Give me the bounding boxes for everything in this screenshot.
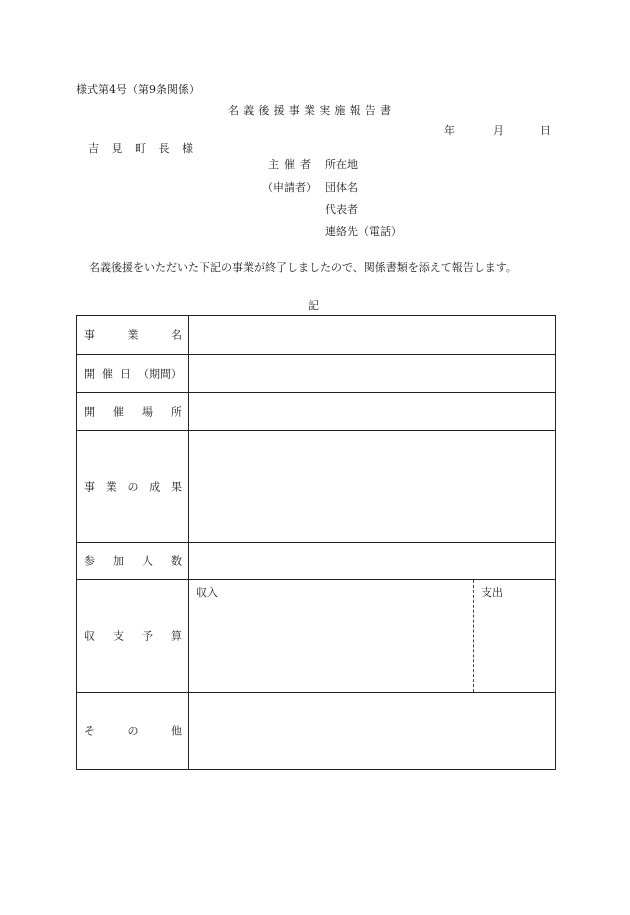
table-row — [77, 392, 555, 430]
results-field[interactable] — [189, 431, 555, 542]
field-organization: 団体名 — [325, 181, 358, 194]
date-day: 日 — [540, 124, 551, 137]
budget-divider — [473, 580, 474, 692]
page-title: 名義後援事業実施報告書 — [228, 104, 396, 117]
label-cell — [77, 580, 189, 692]
table-row — [77, 316, 555, 354]
row-label-business-name: 事 業 名 — [84, 328, 182, 342]
field-contact: 連絡先（電話） — [325, 225, 402, 238]
table-row — [77, 692, 555, 769]
table-row — [77, 579, 555, 692]
label-cell — [77, 393, 189, 430]
field-address: 所在地 — [325, 158, 358, 171]
intro-text: 名義後援をいただいた下記の事業が終了しましたので、関係書類を添えて報告します。 — [89, 261, 517, 274]
row-label-results: 事 業 の 成 果 — [84, 480, 182, 493]
label-cell — [77, 355, 189, 392]
ki-label: 記 — [308, 299, 319, 312]
label-cell — [77, 543, 189, 579]
income-label: 収入 — [196, 586, 218, 599]
label-cell — [77, 316, 189, 354]
form-number: 様式第4号（第9条関係） — [76, 83, 200, 96]
report-table — [76, 315, 556, 770]
organizer-label: 主催者 — [268, 158, 316, 171]
expense-label: 支出 — [481, 586, 503, 599]
table-row — [77, 430, 555, 542]
row-label-other: そ の 他 — [84, 724, 182, 738]
row-label-budget: 収 支 予 算 — [84, 629, 182, 643]
row-label-participants: 参 加 人 数 — [84, 554, 182, 568]
date-month: 月 — [493, 124, 504, 137]
participants-field[interactable] — [189, 543, 555, 579]
date-year: 年 — [444, 124, 455, 137]
budget-cell — [189, 580, 555, 692]
table-row — [77, 542, 555, 579]
label-cell — [77, 431, 189, 542]
label-cell — [77, 693, 189, 769]
other-field[interactable] — [189, 693, 555, 769]
row-label-venue: 開 催 場 所 — [84, 405, 182, 418]
addressee: 吉見町長様 — [88, 142, 206, 155]
applicant-label: （申請者） — [262, 181, 317, 194]
field-representative: 代表者 — [325, 203, 358, 216]
business-name-field[interactable] — [189, 316, 555, 354]
dates-field[interactable] — [189, 355, 555, 392]
row-label-dates: 開 催 日 （期間） — [84, 367, 182, 380]
venue-field[interactable] — [189, 393, 555, 430]
table-row — [77, 354, 555, 392]
